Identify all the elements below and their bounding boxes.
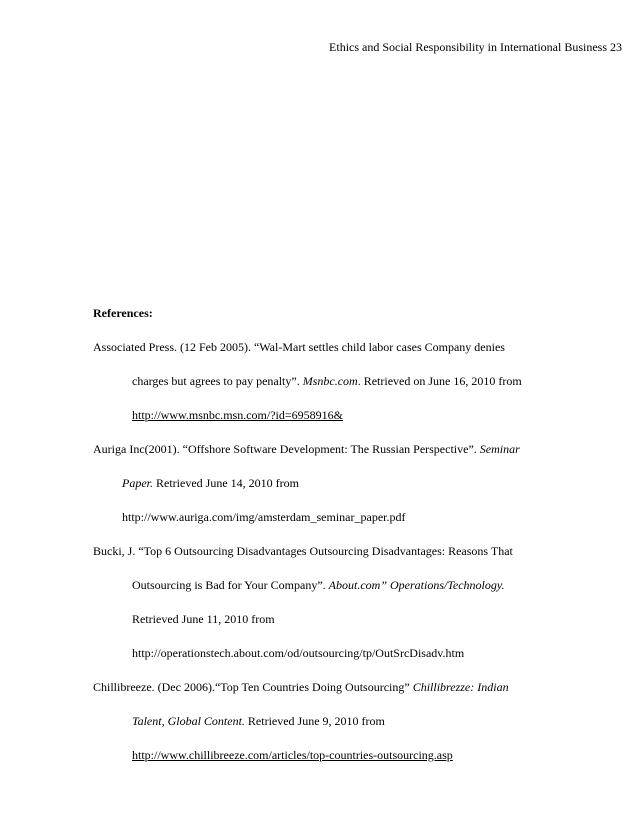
- reference-link[interactable]: http://operationstech.about.com/od/outsourcing/tp/OutSrcDisadv.htm: [132, 646, 465, 660]
- reference-link[interactable]: http://www.chillibreeze.com/articles/top-countries-outsourcing.asp: [132, 748, 453, 762]
- source-title: Chillibrezze: Indian: [412, 680, 509, 694]
- reference-text: Retrieved June 9, 2010 from: [244, 714, 385, 728]
- source-title: About.com” Operations/Technology.: [328, 578, 505, 592]
- reference-text: charges but agrees to pay penalty”.: [132, 374, 303, 388]
- references-heading: References:: [93, 306, 153, 320]
- reference-line: [93, 745, 633, 779]
- reference-entry-chillibreeze: [93, 677, 633, 779]
- reference-line: [93, 439, 633, 473]
- reference-line: [93, 371, 633, 405]
- reference-line: [93, 507, 633, 541]
- running-head: Ethics and Social Responsibility in International Business 23: [329, 40, 622, 54]
- reference-line: [93, 405, 633, 439]
- reference-line: Retrieved June 11, 2010 from: [132, 612, 275, 626]
- reference-line: Bucki, J. “Top 6 Outsourcing Disadvantages Outsourcing Disadvantages: Reasons That: [93, 544, 513, 558]
- reference-line: [93, 677, 633, 711]
- reference-line: [93, 711, 633, 745]
- source-title: Seminar: [479, 442, 520, 456]
- source-title: Msnbc.com: [302, 374, 358, 388]
- references-section: [93, 303, 633, 779]
- reference-text: Outsourcing is Bad for Your Company”.: [132, 578, 329, 592]
- reference-text: Auriga Inc(2001). “Offshore Software Development: The Russian Perspective”.: [93, 442, 480, 456]
- reference-link[interactable]: http://www.auriga.com/img/amsterdam_seminar_paper.pdf: [122, 510, 406, 524]
- reference-link[interactable]: http://www.msnbc.msn.com/?id=6958916&: [132, 408, 343, 422]
- source-title: Paper.: [122, 476, 153, 490]
- reference-text: Chillibreeze. (Dec 2006).“Top Ten Countries Doing Outsourcing”: [93, 680, 413, 694]
- reference-entry-auriga: [93, 439, 633, 541]
- reference-entry-bucki: [93, 541, 633, 677]
- source-title: Talent, Global Content.: [132, 714, 245, 728]
- reference-line: [93, 575, 633, 609]
- reference-line: Associated Press. (12 Feb 2005). “Wal-Mart settles child labor cases Company denies: [93, 340, 505, 354]
- reference-text: Retrieved June 14, 2010 from: [153, 476, 299, 490]
- reference-entry-associated-press: [93, 337, 633, 439]
- reference-line: [93, 643, 633, 677]
- reference-line: [93, 473, 633, 507]
- reference-text: . Retrieved on June 16, 2010 from: [357, 374, 522, 388]
